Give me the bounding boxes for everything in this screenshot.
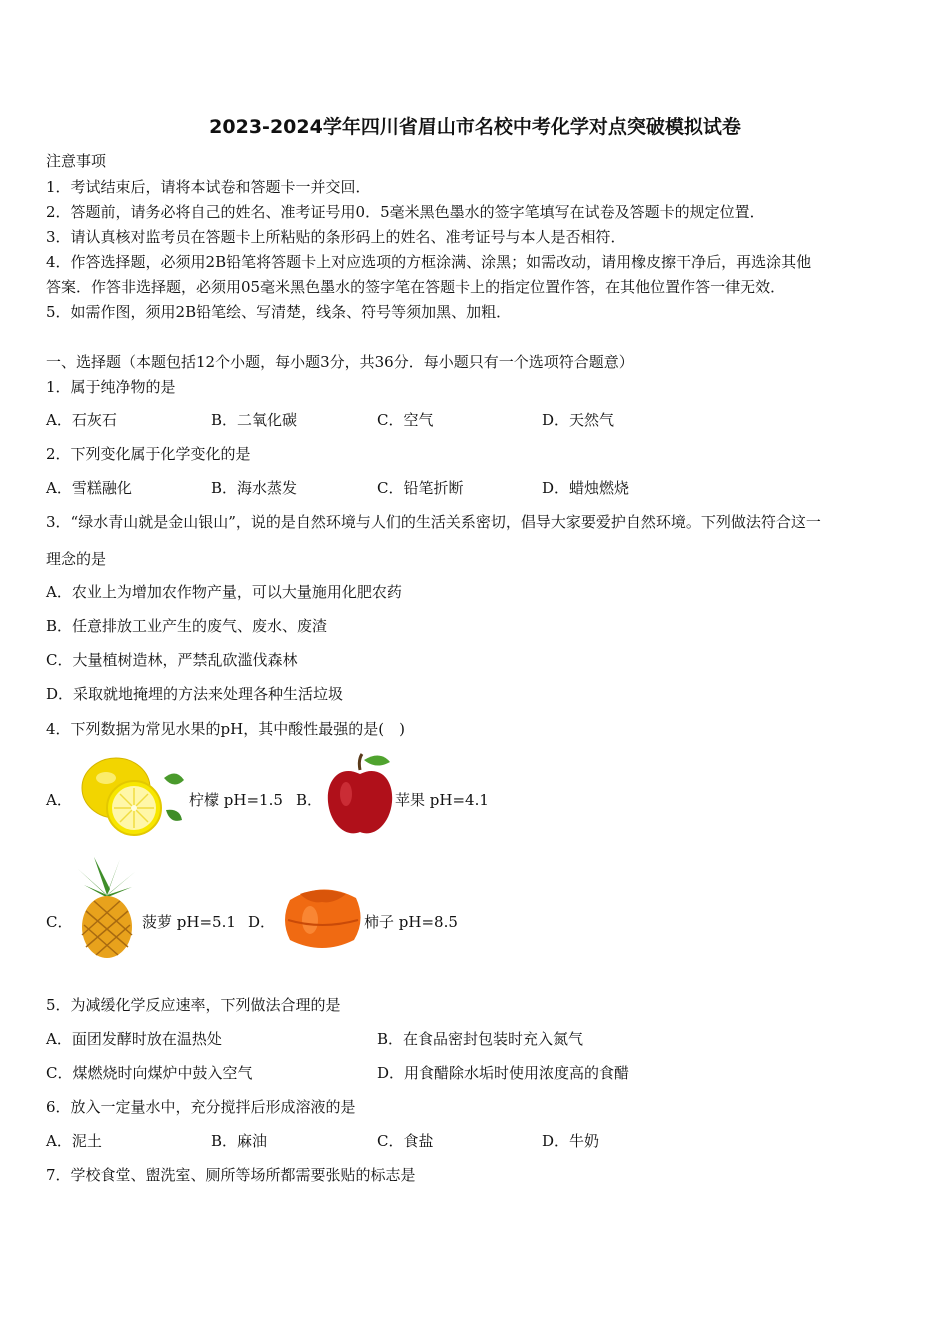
q5-option-a: A．面团发酵时放在温热处: [46, 1030, 222, 1048]
q4-option-c-text: 菠萝 pH=5.1: [142, 913, 236, 931]
q4-option-a-label: A．: [46, 791, 72, 809]
q4-option-b-label: B．: [296, 791, 323, 809]
notice-item: 4．作答选择题，必须用2B铅笔将答题卡上对应选项的方框涂满、涂黑；如需改动，请用橡皮擦干净后，再选涂其他: [46, 253, 812, 271]
question-7-stem: 7．学校食堂、盥洗室、厕所等场所都需要张贴的标志是: [46, 1166, 416, 1184]
q1-option-c: C．空气: [377, 411, 434, 429]
q2-option-a: A．雪糕融化: [46, 479, 132, 497]
notice-item: 答案．作答非选择题，必须用05毫米黑色墨水的签字笔在答题卡上的指定位置作答，在其他位置作答一律无效．: [46, 278, 786, 296]
q1-option-b: B．二氧化碳: [211, 411, 298, 429]
notice-item: 5．如需作图，须用2B铅笔绘、写清楚，线条、符号等须加黑、加粗．: [46, 303, 512, 321]
q2-option-d: D．蜡烛燃烧: [542, 479, 630, 497]
q3-option-d: D．采取就地掩埋的方法来处理各种生活垃圾: [46, 685, 344, 703]
q3-option-a: A．农业上为增加农作物产量，可以大量施用化肥农药: [46, 583, 402, 601]
section-heading: 一、选择题（本题包括12个小题，每小题3分，共36分．每小题只有一个选项符合题意）: [46, 353, 634, 371]
q3-option-c: C．大量植树造林，严禁乱砍滥伐森林: [46, 651, 298, 669]
q5-option-d: D．用食醋除水垢时使用浓度高的食醋: [377, 1064, 630, 1082]
q2-option-b: B．海水蒸发: [211, 479, 298, 497]
q2-option-c: C．铅笔折断: [377, 479, 464, 497]
q4-option-a-text: 柠檬 pH=1.5: [189, 791, 283, 809]
q4-option-d-text: 柿子 pH=8.5: [364, 913, 458, 931]
question-6-stem: 6．放入一定量水中，充分搅拌后形成溶液的是: [46, 1098, 356, 1116]
persimmon-image: [280, 880, 364, 956]
lemon-image: [76, 750, 188, 840]
q1-option-d: D．天然气: [542, 411, 615, 429]
q5-option-c: C．煤燃烧时向煤炉中鼓入空气: [46, 1064, 253, 1082]
pineapple-image: [74, 855, 140, 959]
q4-option-c-label: C．: [46, 913, 73, 931]
notice-item: 3．请认真核对监考员在答题卡上所粘贴的条形码上的姓名、准考证号与本人是否相符．: [46, 228, 626, 246]
question-1-stem: 1．属于纯净物的是: [46, 378, 176, 396]
question-3-stem: 3．“绿水青山就是金山银山”，说的是自然环境与人们的生活关系密切，倡导大家要爱护自然环境。下列做法符合这一: [46, 513, 821, 531]
question-4-stem: 4．下列数据为常见水果的pH，其中酸性最强的是( ): [46, 720, 405, 738]
notice-item: 1．考试结束后，请将本试卷和答题卡一并交回．: [46, 178, 371, 196]
notice-item: 2．答题前，请务必将自己的姓名、准考证号用0．5毫米黑色墨水的签字笔填写在试卷及答题卡的规定位置．: [46, 203, 765, 221]
question-3-stem-cont: 理念的是: [46, 550, 107, 568]
question-5-stem: 5．为减缓化学反应速率，下列做法合理的是: [46, 996, 341, 1014]
q3-option-b: B．任意排放工业产生的废气、废水、废渣: [46, 617, 328, 635]
page-title: 2023-2024学年四川省眉山市名校中考化学对点突破模拟试卷: [209, 116, 741, 138]
q4-option-d-label: D．: [248, 913, 276, 931]
question-2-stem: 2．下列变化属于化学变化的是: [46, 445, 251, 463]
apple-image: [324, 752, 396, 840]
q6-option-b: B．麻油: [211, 1132, 268, 1150]
q5-option-b: B．在食品密封包装时充入氮气: [377, 1030, 584, 1048]
q6-option-c: C．食盐: [377, 1132, 434, 1150]
q6-option-d: D．牛奶: [542, 1132, 600, 1150]
q1-option-a: A．石灰石: [46, 411, 117, 429]
q4-option-b-text: 苹果 pH=4.1: [395, 791, 489, 809]
q6-option-a: A．泥土: [46, 1132, 102, 1150]
notice-heading: 注意事项: [46, 152, 107, 170]
